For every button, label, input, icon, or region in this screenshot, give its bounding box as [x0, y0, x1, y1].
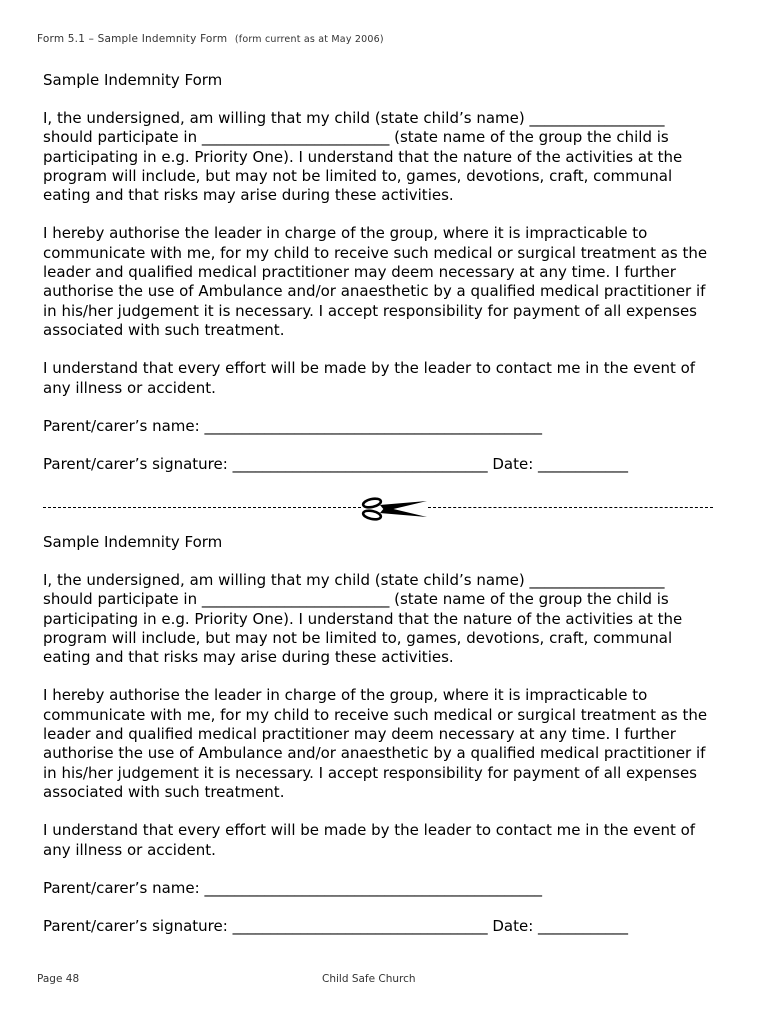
indemnity-form-copy-2	[43, 533, 713, 955]
parent-name-line: Parent/carer’s name: _____________________________________________	[43, 416, 542, 435]
scissors-icon	[361, 497, 429, 521]
form-title: Sample Indemnity Form	[43, 533, 223, 551]
authorisation-paragraph: I hereby authorise the leader in charge of the group, where it is impracticable to communicate with me, for my child to receive such medical or surgical treatment as the leader and qualified medical practitioner may deem necessary at any time. I further authorise the use of Ambulance and/or anaesthetic by a qualified medical practitioner if in his/her judgement it is necessary. I accept responsibility for payment of all expenses associated with such treatment.	[43, 224, 708, 339]
parent-name-line: Parent/carer’s name: _____________________________________________	[43, 878, 542, 897]
parent-signature-line: Parent/carer’s signature: __________________________________ Date: ____________	[43, 916, 629, 935]
indemnity-form-copy-1	[43, 71, 713, 493]
form-label: Form 5.1 – Sample Indemnity Form	[37, 33, 228, 45]
page-header	[37, 33, 384, 45]
form-title: Sample Indemnity Form	[43, 71, 223, 89]
contact-paragraph: I understand that every effort will be made by the leader to contact me in the event of any illness or accident.	[43, 821, 696, 859]
cut-line-dashes-right	[428, 507, 713, 508]
contact-paragraph: I understand that every effort will be made by the leader to contact me in the event of any illness or accident.	[43, 359, 696, 397]
parent-signature-line: Parent/carer’s signature: __________________________________ Date: ____________	[43, 454, 629, 473]
cut-line	[43, 497, 713, 521]
page-number: Page 48	[37, 973, 80, 985]
authorisation-paragraph: I hereby authorise the leader in charge of the group, where it is impracticable to communicate with me, for my child to receive such medical or surgical treatment as the leader and qualified medical practitioner may deem necessary at any time. I further authorise the use of Ambulance and/or anaesthetic by a qualified medical practitioner if in his/her judgement it is necessary. I accept responsibility for payment of all expenses associated with such treatment.	[43, 686, 708, 801]
consent-paragraph: I, the undersigned, am willing that my child (state child’s name) __________________ should participate in _________________________ (state name of the group the child is participating in e.g. Priority One). I understand that the nature of the activities at the program will include, but may not be limited to, games, devotions, craft, communal eating and that risks may arise during these activities.	[43, 571, 683, 667]
document-title: Child Safe Church	[322, 973, 416, 985]
cut-line-dashes-left	[43, 507, 361, 508]
consent-paragraph: I, the undersigned, am willing that my child (state child’s name) __________________ should participate in _________________________ (state name of the group the child is participating in e.g. Priority One). I understand that the nature of the activities at the program will include, but may not be limited to, games, devotions, craft, communal eating and that risks may arise during these activities.	[43, 109, 683, 205]
form-current-note: (form current as at May 2006)	[234, 34, 384, 45]
